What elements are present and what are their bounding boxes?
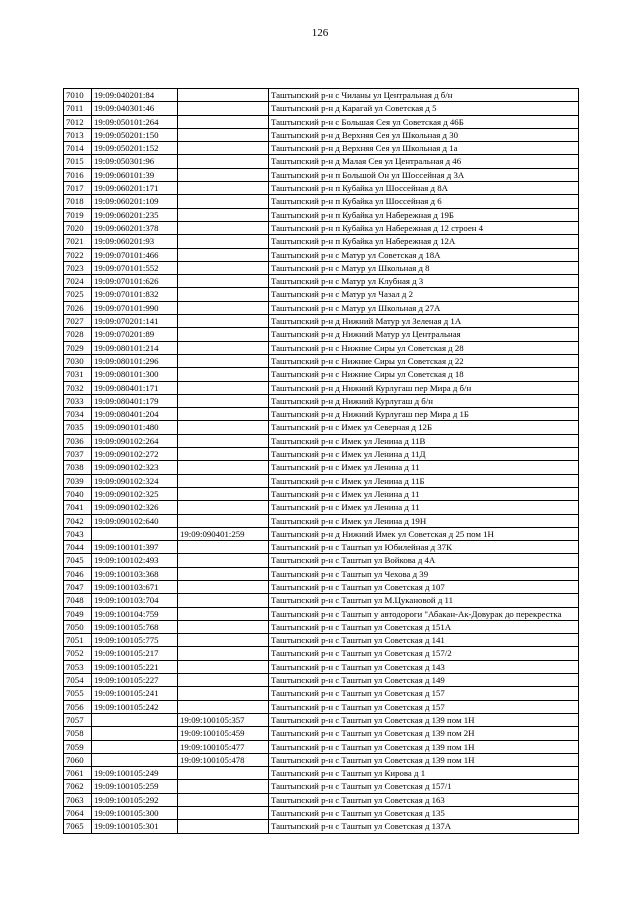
cadastral-number-cell: 19:09:090102:323 bbox=[92, 461, 178, 474]
address-cell: Таштыпский р-н с Нижние Сиры ул Советская д 18 bbox=[269, 368, 579, 381]
address-cell: Таштыпский р-н д Нижний Курлугаш пер Мира д 1Б bbox=[269, 408, 579, 421]
table-row bbox=[64, 341, 579, 354]
premises-cadastral-number-cell: 19:09:100105:459 bbox=[178, 727, 269, 740]
cadastral-number-cell: 19:09:060201:109 bbox=[92, 195, 178, 208]
row-number-cell: 7057 bbox=[64, 713, 92, 726]
premises-cadastral-number-cell: 19:09:090401:259 bbox=[178, 527, 269, 540]
row-number-cell: 7056 bbox=[64, 700, 92, 713]
table-row bbox=[64, 620, 579, 633]
address-cell: Таштыпский р-н с Матур ул Клубная д 3 bbox=[269, 275, 579, 288]
row-number-cell: 7036 bbox=[64, 434, 92, 447]
table-row bbox=[64, 408, 579, 421]
address-cell: Таштыпский р-н д Верхняя Сея ул Школьная д 1а bbox=[269, 142, 579, 155]
table-row bbox=[64, 700, 579, 713]
cadastral-number-cell: 19:09:100103:671 bbox=[92, 580, 178, 593]
premises-cadastral-number-cell bbox=[178, 434, 269, 447]
cadastral-number-cell: 19:09:090102:326 bbox=[92, 501, 178, 514]
address-cell: Таштыпский р-н с Матур ул Школьная д 8 bbox=[269, 261, 579, 274]
table-row bbox=[64, 607, 579, 620]
register-table-body bbox=[64, 89, 579, 834]
table-row bbox=[64, 248, 579, 261]
cadastral-number-cell: 19:09:100105:301 bbox=[92, 820, 178, 833]
table-row bbox=[64, 767, 579, 780]
address-cell: Таштыпский р-н с Имек ул Ленина д 11 bbox=[269, 501, 579, 514]
table-row bbox=[64, 487, 579, 500]
table-row bbox=[64, 713, 579, 726]
cadastral-number-cell: 19:09:100105:292 bbox=[92, 793, 178, 806]
cadastral-number-cell: 19:09:090102:264 bbox=[92, 434, 178, 447]
row-number-cell: 7038 bbox=[64, 461, 92, 474]
premises-cadastral-number-cell bbox=[178, 394, 269, 407]
address-cell: Таштыпский р-н с Таштып ул Советская д 149 bbox=[269, 674, 579, 687]
table-row bbox=[64, 740, 579, 753]
address-cell: Таштыпский р-н с Таштып ул Советская д 139 пом 1Н bbox=[269, 740, 579, 753]
row-number-cell: 7054 bbox=[64, 674, 92, 687]
row-number-cell: 7024 bbox=[64, 275, 92, 288]
table-row bbox=[64, 89, 579, 102]
table-row bbox=[64, 474, 579, 487]
table-row bbox=[64, 793, 579, 806]
address-cell: Таштыпский р-н с Таштып ул Советская д 141 bbox=[269, 634, 579, 647]
row-number-cell: 7063 bbox=[64, 793, 92, 806]
row-number-cell: 7058 bbox=[64, 727, 92, 740]
address-cell: Таштыпский р-н с Имек ул Ленина д 11 bbox=[269, 461, 579, 474]
cadastral-number-cell: 19:09:070101:832 bbox=[92, 288, 178, 301]
cadastral-number-cell: 19:09:050201:152 bbox=[92, 142, 178, 155]
row-number-cell: 7016 bbox=[64, 168, 92, 181]
row-number-cell: 7021 bbox=[64, 235, 92, 248]
row-number-cell: 7060 bbox=[64, 753, 92, 766]
address-cell: Таштыпский р-н д Нижний Матур ул Центральная bbox=[269, 328, 579, 341]
address-cell: Таштыпский р-н д Верхняя Сея ул Школьная д 30 bbox=[269, 128, 579, 141]
row-number-cell: 7052 bbox=[64, 647, 92, 660]
row-number-cell: 7059 bbox=[64, 740, 92, 753]
premises-cadastral-number-cell: 19:09:100105:478 bbox=[178, 753, 269, 766]
premises-cadastral-number-cell bbox=[178, 501, 269, 514]
cadastral-number-cell: 19:09:070101:990 bbox=[92, 301, 178, 314]
cadastral-number-cell: 19:09:040201:84 bbox=[92, 89, 178, 102]
table-row bbox=[64, 807, 579, 820]
premises-cadastral-number-cell bbox=[178, 674, 269, 687]
premises-cadastral-number-cell bbox=[178, 89, 269, 102]
address-cell: Таштыпский р-н с Таштып ул Советская д 163 bbox=[269, 793, 579, 806]
premises-cadastral-number-cell bbox=[178, 248, 269, 261]
row-number-cell: 7023 bbox=[64, 261, 92, 274]
premises-cadastral-number-cell bbox=[178, 128, 269, 141]
cadastral-number-cell: 19:09:080401:204 bbox=[92, 408, 178, 421]
row-number-cell: 7044 bbox=[64, 541, 92, 554]
premises-cadastral-number-cell bbox=[178, 607, 269, 620]
cadastral-number-cell: 19:09:070101:626 bbox=[92, 275, 178, 288]
row-number-cell: 7051 bbox=[64, 634, 92, 647]
row-number-cell: 7035 bbox=[64, 421, 92, 434]
premises-cadastral-number-cell bbox=[178, 354, 269, 367]
cadastral-number-cell: 19:09:050201:150 bbox=[92, 128, 178, 141]
cadastral-number-cell: 19:09:100101:397 bbox=[92, 541, 178, 554]
row-number-cell: 7047 bbox=[64, 580, 92, 593]
row-number-cell: 7046 bbox=[64, 567, 92, 580]
table-row bbox=[64, 527, 579, 540]
table-row bbox=[64, 514, 579, 527]
table-row bbox=[64, 501, 579, 514]
address-cell: Таштыпский р-н с Чиланы ул Центральная д б/н bbox=[269, 89, 579, 102]
address-cell: Таштыпский р-н с Таштып ул Кирова д 1 bbox=[269, 767, 579, 780]
table-row bbox=[64, 461, 579, 474]
table-row bbox=[64, 208, 579, 221]
cadastral-number-cell: 19:09:050101:264 bbox=[92, 115, 178, 128]
cadastral-number-cell: 19:09:080101:296 bbox=[92, 354, 178, 367]
cadastral-number-cell: 19:09:100105:249 bbox=[92, 767, 178, 780]
premises-cadastral-number-cell bbox=[178, 408, 269, 421]
table-row bbox=[64, 102, 579, 115]
address-cell: Таштыпский р-н д Нижний Имек ул Советская д 25 пом 1Н bbox=[269, 527, 579, 540]
cadastral-number-cell: 19:09:090102:325 bbox=[92, 487, 178, 500]
table-row bbox=[64, 182, 579, 195]
cadastral-number-cell: 19:09:060201:93 bbox=[92, 235, 178, 248]
premises-cadastral-number-cell bbox=[178, 235, 269, 248]
cadastral-number-cell: 19:09:100102:493 bbox=[92, 554, 178, 567]
cadastral-number-cell bbox=[92, 713, 178, 726]
address-cell: Таштыпский р-н с Таштып ул Советская д 107 bbox=[269, 580, 579, 593]
address-cell: Таштыпский р-н с Имек ул Ленина д 11В bbox=[269, 434, 579, 447]
premises-cadastral-number-cell bbox=[178, 474, 269, 487]
register-table bbox=[63, 88, 579, 834]
address-cell: Таштыпский р-н с Матур ул Чазал д 2 bbox=[269, 288, 579, 301]
row-number-cell: 7033 bbox=[64, 394, 92, 407]
address-cell: Таштыпский р-н с Таштып ул Советская д 157/1 bbox=[269, 780, 579, 793]
row-number-cell: 7011 bbox=[64, 102, 92, 115]
table-row bbox=[64, 315, 579, 328]
row-number-cell: 7053 bbox=[64, 660, 92, 673]
premises-cadastral-number-cell bbox=[178, 820, 269, 833]
premises-cadastral-number-cell bbox=[178, 275, 269, 288]
premises-cadastral-number-cell bbox=[178, 687, 269, 700]
address-cell: Таштыпский р-н с Таштып ул Советская д 135 bbox=[269, 807, 579, 820]
table-row bbox=[64, 381, 579, 394]
row-number-cell: 7018 bbox=[64, 195, 92, 208]
premises-cadastral-number-cell bbox=[178, 448, 269, 461]
cadastral-number-cell: 19:09:100104:759 bbox=[92, 607, 178, 620]
cadastral-number-cell bbox=[92, 727, 178, 740]
premises-cadastral-number-cell bbox=[178, 221, 269, 234]
premises-cadastral-number-cell bbox=[178, 195, 269, 208]
address-cell: Таштыпский р-н п Кубайка ул Набережная д 19Б bbox=[269, 208, 579, 221]
cadastral-number-cell: 19:09:080401:179 bbox=[92, 394, 178, 407]
cadastral-number-cell: 19:09:090101:480 bbox=[92, 421, 178, 434]
premises-cadastral-number-cell bbox=[178, 487, 269, 500]
premises-cadastral-number-cell bbox=[178, 554, 269, 567]
cadastral-number-cell: 19:09:100105:241 bbox=[92, 687, 178, 700]
table-row bbox=[64, 235, 579, 248]
premises-cadastral-number-cell bbox=[178, 594, 269, 607]
address-cell: Таштыпский р-н с Таштып ул Советская д 157 bbox=[269, 687, 579, 700]
cadastral-number-cell bbox=[92, 740, 178, 753]
cadastral-number-cell bbox=[92, 753, 178, 766]
address-cell: Таштыпский р-н с Нижние Сиры ул Советская д 28 bbox=[269, 341, 579, 354]
table-row bbox=[64, 195, 579, 208]
premises-cadastral-number-cell: 19:09:100105:477 bbox=[178, 740, 269, 753]
cadastral-number-cell: 19:09:050301:96 bbox=[92, 155, 178, 168]
address-cell: Таштыпский р-н с Таштып ул Юбилейная д 37К bbox=[269, 541, 579, 554]
address-cell: Таштыпский р-н с Таштып ул Советская д 137А bbox=[269, 820, 579, 833]
row-number-cell: 7019 bbox=[64, 208, 92, 221]
premises-cadastral-number-cell bbox=[178, 261, 269, 274]
table-row bbox=[64, 567, 579, 580]
row-number-cell: 7039 bbox=[64, 474, 92, 487]
table-row bbox=[64, 421, 579, 434]
address-cell: Таштыпский р-н с Таштып ул Войкова д 4А bbox=[269, 554, 579, 567]
table-row bbox=[64, 394, 579, 407]
premises-cadastral-number-cell bbox=[178, 780, 269, 793]
row-number-cell: 7017 bbox=[64, 182, 92, 195]
address-cell: Таштыпский р-н д Карагай ул Советская д 5 bbox=[269, 102, 579, 115]
address-cell: Таштыпский р-н д Нижний Курлугаш д б/н bbox=[269, 394, 579, 407]
row-number-cell: 7055 bbox=[64, 687, 92, 700]
table-row bbox=[64, 647, 579, 660]
address-cell: Таштыпский р-н п Большой Он ул Шоссейная д 3А bbox=[269, 168, 579, 181]
address-cell: Таштыпский р-н с Таштып ул Советская д 139 пом 1Н bbox=[269, 753, 579, 766]
premises-cadastral-number-cell bbox=[178, 341, 269, 354]
cadastral-number-cell: 19:09:080101:300 bbox=[92, 368, 178, 381]
table-row bbox=[64, 301, 579, 314]
cadastral-number-cell: 19:09:100105:768 bbox=[92, 620, 178, 633]
table-row bbox=[64, 354, 579, 367]
address-cell: Таштыпский р-н с Нижние Сиры ул Советская д 22 bbox=[269, 354, 579, 367]
premises-cadastral-number-cell bbox=[178, 647, 269, 660]
cadastral-number-cell: 19:09:070101:552 bbox=[92, 261, 178, 274]
table-row bbox=[64, 128, 579, 141]
premises-cadastral-number-cell bbox=[178, 168, 269, 181]
table-row bbox=[64, 580, 579, 593]
address-cell: Таштыпский р-н п Кубайка ул Набережная д 12А bbox=[269, 235, 579, 248]
cadastral-number-cell: 19:09:100103:704 bbox=[92, 594, 178, 607]
address-cell: Таштыпский р-н с Большая Сея ул Советская д 46Б bbox=[269, 115, 579, 128]
row-number-cell: 7032 bbox=[64, 381, 92, 394]
cadastral-number-cell: 19:09:060201:235 bbox=[92, 208, 178, 221]
cadastral-number-cell: 19:09:090102:640 bbox=[92, 514, 178, 527]
premises-cadastral-number-cell bbox=[178, 461, 269, 474]
address-cell: Таштыпский р-н п Кубайка ул Набережная д 12 строен 4 bbox=[269, 221, 579, 234]
table-row bbox=[64, 687, 579, 700]
premises-cadastral-number-cell bbox=[178, 381, 269, 394]
address-cell: Таштыпский р-н с Имек ул Ленина д 11 bbox=[269, 487, 579, 500]
row-number-cell: 7040 bbox=[64, 487, 92, 500]
premises-cadastral-number-cell bbox=[178, 514, 269, 527]
address-cell: Таштыпский р-н с Имек ул Ленина д 11Б bbox=[269, 474, 579, 487]
cadastral-number-cell: 19:09:100105:227 bbox=[92, 674, 178, 687]
cadastral-number-cell: 19:09:100105:775 bbox=[92, 634, 178, 647]
address-cell: Таштыпский р-н с Таштып ул Советская д 139 пом 1Н bbox=[269, 713, 579, 726]
table-row bbox=[64, 674, 579, 687]
row-number-cell: 7026 bbox=[64, 301, 92, 314]
table-row bbox=[64, 168, 579, 181]
premises-cadastral-number-cell bbox=[178, 567, 269, 580]
cadastral-number-cell: 19:09:040301:46 bbox=[92, 102, 178, 115]
table-row bbox=[64, 261, 579, 274]
cadastral-number-cell: 19:09:100105:259 bbox=[92, 780, 178, 793]
row-number-cell: 7027 bbox=[64, 315, 92, 328]
page-number: 126 bbox=[311, 27, 329, 39]
cadastral-number-cell: 19:09:060101:39 bbox=[92, 168, 178, 181]
premises-cadastral-number-cell bbox=[178, 580, 269, 593]
premises-cadastral-number-cell bbox=[178, 700, 269, 713]
cadastral-number-cell: 19:09:100105:242 bbox=[92, 700, 178, 713]
row-number-cell: 7041 bbox=[64, 501, 92, 514]
cadastral-number-cell bbox=[92, 527, 178, 540]
premises-cadastral-number-cell bbox=[178, 634, 269, 647]
premises-cadastral-number-cell: 19:09:100105:357 bbox=[178, 713, 269, 726]
table-row bbox=[64, 780, 579, 793]
table-row bbox=[64, 541, 579, 554]
address-cell: Таштыпский р-н с Таштып ул Советская д 157 bbox=[269, 700, 579, 713]
row-number-cell: 7020 bbox=[64, 221, 92, 234]
row-number-cell: 7065 bbox=[64, 820, 92, 833]
table-row bbox=[64, 221, 579, 234]
table-row bbox=[64, 142, 579, 155]
cadastral-number-cell: 19:09:060201:378 bbox=[92, 221, 178, 234]
table-row bbox=[64, 434, 579, 447]
row-number-cell: 7022 bbox=[64, 248, 92, 261]
address-cell: Таштыпский р-н с Таштып ул Советская д 157/2 bbox=[269, 647, 579, 660]
row-number-cell: 7045 bbox=[64, 554, 92, 567]
row-number-cell: 7013 bbox=[64, 128, 92, 141]
row-number-cell: 7043 bbox=[64, 527, 92, 540]
table-row bbox=[64, 368, 579, 381]
cadastral-number-cell: 19:09:070201:89 bbox=[92, 328, 178, 341]
table-row bbox=[64, 554, 579, 567]
cadastral-number-cell: 19:09:100103:368 bbox=[92, 567, 178, 580]
row-number-cell: 7042 bbox=[64, 514, 92, 527]
address-cell: Таштыпский р-н д Нижний Курлугаш пер Мира д б/н bbox=[269, 381, 579, 394]
table-row bbox=[64, 115, 579, 128]
row-number-cell: 7029 bbox=[64, 341, 92, 354]
table-row bbox=[64, 594, 579, 607]
premises-cadastral-number-cell bbox=[178, 208, 269, 221]
table-row bbox=[64, 634, 579, 647]
address-cell: Таштыпский р-н с Имек ул Ленина д 19Н bbox=[269, 514, 579, 527]
row-number-cell: 7010 bbox=[64, 89, 92, 102]
cadastral-number-cell: 19:09:090102:272 bbox=[92, 448, 178, 461]
row-number-cell: 7037 bbox=[64, 448, 92, 461]
address-cell: Таштыпский р-н с Имек ул Ленина д 11Д bbox=[269, 448, 579, 461]
premises-cadastral-number-cell bbox=[178, 767, 269, 780]
table-row bbox=[64, 660, 579, 673]
address-cell: Таштыпский р-н п Кубайка ул Шоссейная д 8А bbox=[269, 182, 579, 195]
table-row bbox=[64, 753, 579, 766]
table-row bbox=[64, 328, 579, 341]
address-cell: Таштыпский р-н п Кубайка ул Шоссейная д 6 bbox=[269, 195, 579, 208]
table-row bbox=[64, 275, 579, 288]
address-cell: Таштыпский р-н с Таштып ул Советская д 151А bbox=[269, 620, 579, 633]
row-number-cell: 7012 bbox=[64, 115, 92, 128]
premises-cadastral-number-cell bbox=[178, 793, 269, 806]
cadastral-number-cell: 19:09:080401:171 bbox=[92, 381, 178, 394]
premises-cadastral-number-cell bbox=[178, 807, 269, 820]
row-number-cell: 7030 bbox=[64, 354, 92, 367]
cadastral-number-cell: 19:09:070101:466 bbox=[92, 248, 178, 261]
cadastral-number-cell: 19:09:090102:324 bbox=[92, 474, 178, 487]
table-row bbox=[64, 288, 579, 301]
premises-cadastral-number-cell bbox=[178, 660, 269, 673]
row-number-cell: 7028 bbox=[64, 328, 92, 341]
table-row bbox=[64, 448, 579, 461]
row-number-cell: 7014 bbox=[64, 142, 92, 155]
cadastral-number-cell: 19:09:100105:221 bbox=[92, 660, 178, 673]
address-cell: Таштыпский р-н с Имек ул Северная д 12Б bbox=[269, 421, 579, 434]
premises-cadastral-number-cell bbox=[178, 142, 269, 155]
premises-cadastral-number-cell bbox=[178, 115, 269, 128]
premises-cadastral-number-cell bbox=[178, 541, 269, 554]
cadastral-number-cell: 19:09:060201:171 bbox=[92, 182, 178, 195]
premises-cadastral-number-cell bbox=[178, 288, 269, 301]
cadastral-number-cell: 19:09:100105:217 bbox=[92, 647, 178, 660]
premises-cadastral-number-cell bbox=[178, 301, 269, 314]
row-number-cell: 7049 bbox=[64, 607, 92, 620]
address-cell: Таштыпский р-н с Таштып ул М.Цукановой д 11 bbox=[269, 594, 579, 607]
row-number-cell: 7062 bbox=[64, 780, 92, 793]
row-number-cell: 7050 bbox=[64, 620, 92, 633]
premises-cadastral-number-cell bbox=[178, 421, 269, 434]
address-cell: Таштыпский р-н с Таштып ул Советская д 139 пом 2Н bbox=[269, 727, 579, 740]
address-cell: Таштыпский р-н д Малая Сея ул Центральная д 46 bbox=[269, 155, 579, 168]
premises-cadastral-number-cell bbox=[178, 182, 269, 195]
premises-cadastral-number-cell bbox=[178, 328, 269, 341]
row-number-cell: 7048 bbox=[64, 594, 92, 607]
cadastral-number-cell: 19:09:080101:214 bbox=[92, 341, 178, 354]
address-cell: Таштыпский р-н с Таштып у автодороги "Абакан-Ак-Довурак до перекрестка bbox=[269, 607, 579, 620]
premises-cadastral-number-cell bbox=[178, 102, 269, 115]
premises-cadastral-number-cell bbox=[178, 315, 269, 328]
address-cell: Таштыпский р-н с Таштып ул Советская д 143 bbox=[269, 660, 579, 673]
address-cell: Таштыпский р-н с Матур ул Советская д 18А bbox=[269, 248, 579, 261]
row-number-cell: 7031 bbox=[64, 368, 92, 381]
table-row bbox=[64, 727, 579, 740]
row-number-cell: 7015 bbox=[64, 155, 92, 168]
address-cell: Таштыпский р-н с Таштып ул Чехова д 39 bbox=[269, 567, 579, 580]
address-cell: Таштыпский р-н с Матур ул Школьная д 27А bbox=[269, 301, 579, 314]
table-row bbox=[64, 820, 579, 833]
row-number-cell: 7061 bbox=[64, 767, 92, 780]
premises-cadastral-number-cell bbox=[178, 155, 269, 168]
address-cell: Таштыпский р-н д Нижний Матур ул Зеленая д 1А bbox=[269, 315, 579, 328]
cadastral-number-cell: 19:09:070201:141 bbox=[92, 315, 178, 328]
cadastral-number-cell: 19:09:100105:300 bbox=[92, 807, 178, 820]
premises-cadastral-number-cell bbox=[178, 368, 269, 381]
row-number-cell: 7034 bbox=[64, 408, 92, 421]
table-row bbox=[64, 155, 579, 168]
row-number-cell: 7025 bbox=[64, 288, 92, 301]
premises-cadastral-number-cell bbox=[178, 620, 269, 633]
row-number-cell: 7064 bbox=[64, 807, 92, 820]
